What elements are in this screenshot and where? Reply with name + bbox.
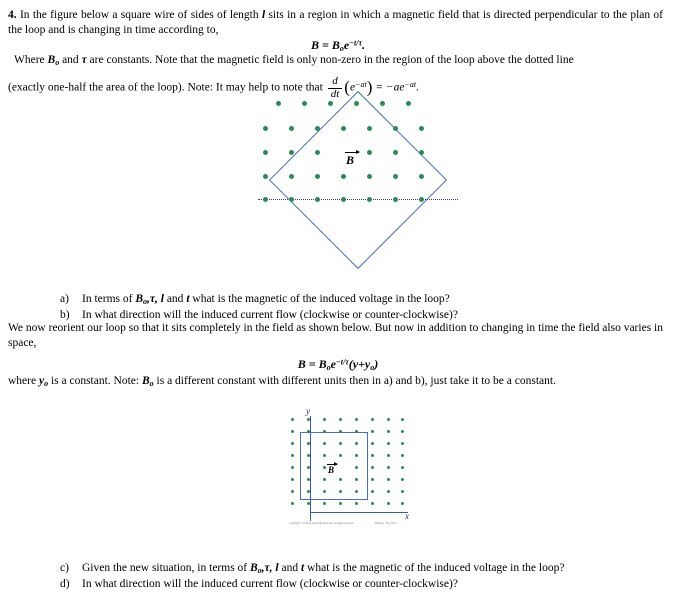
field-dot [387, 454, 390, 457]
equation-2-base: B [318, 357, 327, 371]
field-dot [367, 174, 372, 179]
where-symbol-B: B [47, 54, 56, 66]
field-dot [276, 101, 281, 106]
field-dot [315, 197, 320, 202]
question-c-and: and [278, 562, 301, 574]
field-dot [401, 502, 404, 505]
x-axis [310, 512, 408, 513]
figure-credit-right: Halliday - Fig. 30-15 [375, 522, 397, 525]
field-dot [315, 150, 320, 155]
y0-symbol-sub: o [44, 379, 49, 388]
equation-1 [0, 38, 676, 53]
field-dot [323, 418, 326, 421]
field-dot [387, 430, 390, 433]
figure-diamond-loop [258, 96, 458, 281]
field-dot [367, 150, 372, 155]
field-dot [371, 442, 374, 445]
field-dot [315, 126, 320, 131]
length-symbol: l [261, 9, 266, 21]
equation-1-period: . [362, 38, 366, 52]
question-a-sym-B-sub: o [143, 297, 148, 306]
question-d-text: In what direction will the induced current flow (clockwise or counter-clockwise)? [82, 577, 458, 590]
field-dot [341, 197, 346, 202]
equation-2-base-sub: o [326, 363, 331, 372]
y0-post: is a constant. Note: [48, 375, 142, 387]
field-dot [406, 101, 411, 106]
b-field-arrow-icon [345, 152, 359, 153]
field-dot [371, 502, 374, 505]
question-c-sym-tau: ,τ, [261, 562, 276, 574]
field-dot [401, 442, 404, 445]
question-c-sym-B-sub: o [257, 566, 262, 575]
field-dot [419, 197, 424, 202]
x-axis-label: x [405, 511, 409, 521]
question-c-sym-B: B [250, 562, 258, 574]
where-text-c: are constants. Note that the magnetic field is only non-zero in the region of the loop above the dotted line [86, 54, 574, 66]
question-c-post: what is the magnetic of the induced voltage in the loop? [304, 562, 565, 574]
field-dot [291, 442, 294, 445]
question-d-label: d) [60, 577, 70, 590]
derivative-denominator: dt [330, 87, 340, 100]
equation-2-lhs: B [297, 357, 306, 371]
derivative-open-paren: ( [344, 77, 350, 97]
field-dot [371, 478, 374, 481]
field-dot [401, 418, 404, 421]
field-dot [341, 126, 346, 131]
where-text-a: Where [14, 54, 48, 66]
equation-1-eq: = [318, 38, 332, 52]
field-dot [323, 502, 326, 505]
b-field-label-2: B [328, 465, 335, 475]
field-dot [355, 502, 358, 505]
derivative-numerator: d [328, 76, 343, 89]
field-dot [289, 197, 294, 202]
problem-number: 4. [8, 9, 17, 21]
field-dot [328, 101, 333, 106]
question-a-sym-tau: ,τ, [147, 293, 161, 305]
field-dot [371, 490, 374, 493]
field-dot [387, 442, 390, 445]
intro-text-2: sits in a region in which a magnetic field that is directed perpendicular to the plan of the loop and is changing in time according to, [8, 9, 663, 37]
field-dot [291, 466, 294, 469]
field-dot [291, 430, 294, 433]
derivative-inner-sup: −at [355, 80, 367, 90]
field-dot [289, 126, 294, 131]
y0-B-symbol: B [141, 375, 150, 387]
equation-2-eq: = [305, 357, 319, 371]
field-dot [401, 478, 404, 481]
question-a-post: what is the magnetic of the induced voltage in the loop? [189, 293, 450, 305]
intro-text-1: In the figure below a square wire of sides of length [19, 9, 262, 21]
field-dot [291, 478, 294, 481]
field-dot [401, 454, 404, 457]
y0-symbol: y [38, 375, 45, 387]
equation-1-exp-sup: −t/τ [349, 38, 363, 48]
field-dot [263, 197, 268, 202]
equation-1-base-sub: o [339, 44, 344, 53]
figure-credit-left: Copyright © 2014 Pearson Education, Inc. All rights reserved. [289, 522, 354, 525]
y-axis-label: y [306, 406, 310, 416]
derivative-period: . [416, 81, 419, 94]
derivative-result-sup: −at [404, 80, 417, 90]
field-dot [371, 430, 374, 433]
field-dot [291, 502, 294, 505]
problem-intro [8, 8, 663, 38]
field-dot [291, 490, 294, 493]
question-b-text: In what direction will the induced current flow (clockwise or counter-clockwise)? [82, 308, 458, 321]
field-dot [419, 126, 424, 131]
field-dot [387, 478, 390, 481]
field-dot [367, 197, 372, 202]
field-dot [315, 174, 320, 179]
field-dot [393, 150, 398, 155]
field-dot [387, 490, 390, 493]
field-dot [263, 150, 268, 155]
field-dot [401, 490, 404, 493]
question-c [8, 561, 663, 577]
question-b-label: b) [60, 308, 70, 321]
field-dot [355, 418, 358, 421]
reorient-paragraph: We now reorient our loop so that it sits completely in the field as shown below. But now in addition to changing in time the field also varies in space, [8, 322, 663, 350]
field-dot [393, 126, 398, 131]
question-a-sym-B: B [135, 293, 144, 305]
question-a-label: a) [60, 293, 69, 305]
equation-1-lhs: B [310, 38, 319, 52]
question-c-label: c) [60, 562, 69, 574]
figure-rect-loop [285, 408, 420, 533]
equation-2-paren-close: ) [374, 357, 379, 371]
field-dot [371, 466, 374, 469]
questions-c-d [8, 561, 663, 592]
question-a-sym-t: t [186, 293, 190, 305]
question-a [8, 292, 663, 308]
b-field-label: B [346, 153, 355, 167]
field-dot [401, 466, 404, 469]
field-dot [380, 101, 385, 106]
question-c-sym-l: l [275, 562, 279, 574]
field-dot [387, 502, 390, 505]
field-dot [419, 174, 424, 179]
where-text-b: and [59, 54, 82, 66]
question-d [8, 577, 663, 593]
field-dot [387, 466, 390, 469]
y0-B-symbol-sub: o [149, 379, 154, 388]
note-text: (exactly one-half the area of the loop). Note: It may help to note that [8, 81, 323, 94]
field-dot [289, 174, 294, 179]
equation-1-base: B [331, 38, 340, 52]
field-dot [291, 418, 294, 421]
field-dot [367, 126, 372, 131]
field-dot [339, 418, 342, 421]
questions-a-b [8, 292, 663, 323]
question-c-pre: Given the new situation, in terms of [82, 562, 250, 574]
equation-2 [0, 357, 676, 372]
derivative-equals: = −ae [372, 81, 405, 94]
field-dot [291, 454, 294, 457]
question-a-pre: In terms of [82, 293, 136, 305]
field-dot [371, 418, 374, 421]
where-symbol-B-sub: o [55, 58, 60, 67]
equation-2-paren-sub: o [370, 363, 375, 372]
derivative-close-paren: ) [366, 77, 373, 97]
equation-1-exp-e: e [343, 38, 350, 52]
field-dot [263, 174, 268, 179]
field-dot [354, 101, 359, 106]
equation-2-exp-sup: −t/τ [335, 357, 349, 367]
derivative-inner: e [349, 81, 356, 94]
where-symbol-tau: τ [81, 54, 87, 66]
field-dot [371, 454, 374, 457]
b-field-arrow-icon-2 [327, 464, 337, 465]
field-dot [339, 502, 342, 505]
constants-note [14, 53, 664, 69]
field-dot [302, 101, 307, 106]
field-dot [341, 174, 346, 179]
y0-tail: is a different constant with different units then in a) and b), just take it to be a constant. [153, 375, 556, 387]
field-dot [401, 430, 404, 433]
field-dot [289, 150, 294, 155]
equation-2-exp-e: e [330, 357, 336, 371]
field-dot [263, 126, 268, 131]
field-dot [393, 174, 398, 179]
field-dot [387, 418, 390, 421]
question-a-sym-l: l [160, 293, 164, 305]
field-dot [393, 197, 398, 202]
y0-pre: where [8, 375, 39, 387]
equation-2-paren: (y+y [348, 357, 371, 371]
constant-y0-note [8, 374, 663, 390]
question-c-sym-t: t [300, 562, 305, 574]
field-dot [419, 150, 424, 155]
question-a-and: and [163, 293, 187, 305]
